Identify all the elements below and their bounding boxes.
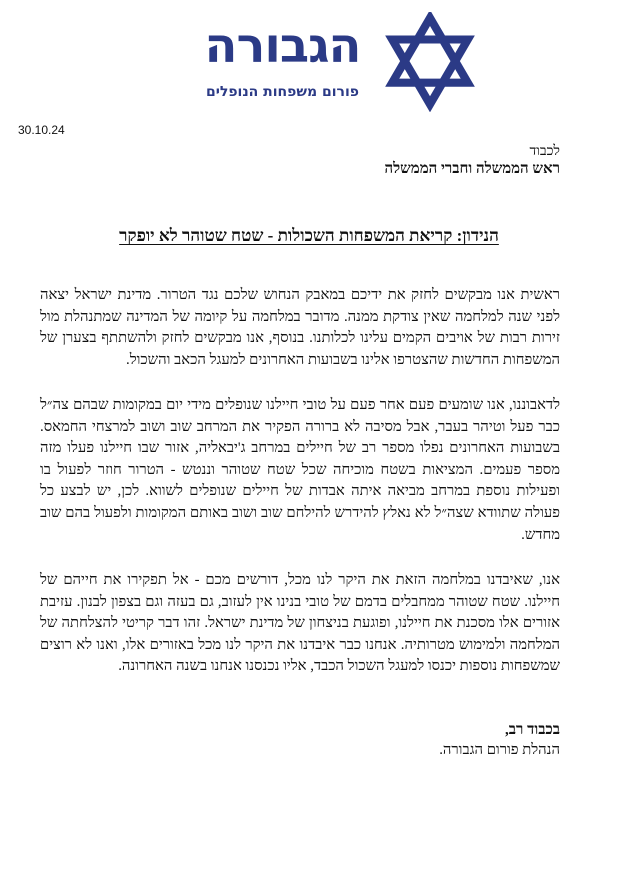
salutation: לכבוד	[529, 144, 560, 159]
body-paragraph: לדאבוננו, אנו שומעים פעם אחר פעם על טובי חיילנו שנופלים מידי יום במקומות שבהם צה״ל כבר פעל וטיהר בעבר, אבל מסיבה לא ברורה הפקיר את המרחב שוב ושוב למרצחי החמאס. בשבועות האחרונים נפלו מספר רב של חיילים במרחב ג'יבאליה, אזור שבו חיילנו פעלו מזה מספר פעמים. המציאות בשטח מוכיחה שכל שטח שטוהר וננטש - הטרור חוזר לפעול בו ופעילות נוספת במרחב מביאה איתה אבדות של חיילים שנופלים לשווא. לכן, יש לבצע כל פעולה שתוודא שצה״ל לא נאלץ להידרש להילחם שוב ושוב באותם המקומות ולפעול בהם שוב מחדש.	[40, 397, 560, 543]
body-paragraph: ראשית אנו מבקשים לחזק את ידיכם במאבק הנחוש שלכם נגד הטרור. מדינת ישראל יצאה לפני שנה למלחמה שאין צודקת ממנה. מדובר במלחמה על קיומה של המדינה שמתנהלת מול זירות רבות של אויבים הקמים עלינו לכלותנו. בנוסף, אנו מבקשים לחזק ולהשתתף בצערן של המשפחות החדשות שהצטרפו אלינו בשבועות האחרונים למעגל הכאב והשכול.	[40, 287, 560, 368]
star-of-david-icon	[385, 12, 475, 112]
letter-subject: הנידון: קריאת המשפחות השכולות - שטח שטוהר לא יופקר	[119, 226, 499, 245]
body-paragraph: אנו, שאיבדנו במלחמה הזאת את היקר לנו מכל, דורשים מכם - אל תפקירו את חייהם של חיילנו. שטח שטוהר ממחבלים בדמם של טובי בנינו אין לעזוב, גם בעזה וגם בצפון לבנון. עזיבת אזורים אלו מסכנת את חיילנו, ופוגעת בניצחון של מדינת ישראל. זהו דבר קריטי להצלחתה של המלחמה ולמימוש מטרותיה. אנחנו כבר איבדנו את היקר לנו מכל באזורים אלו, ואנו לא רוצים שמשפחות נוספות יכנסו למעגל השכול הכבד, אליו נכנסנו אנחנו בשנה האחרונה.	[40, 572, 560, 675]
addressee: ראש הממשלה וחברי הממשלה	[384, 161, 560, 177]
signature: הנהלת פורום הגבורה.	[439, 742, 560, 758]
logo-subtitle: פורום משפחות הנופלים	[205, 84, 359, 100]
organization-logo	[180, 12, 470, 112]
closing: בכבוד רב,	[505, 722, 560, 738]
logo-title: הגבורה	[204, 18, 361, 74]
letter-date: 30.10.24	[18, 123, 65, 137]
